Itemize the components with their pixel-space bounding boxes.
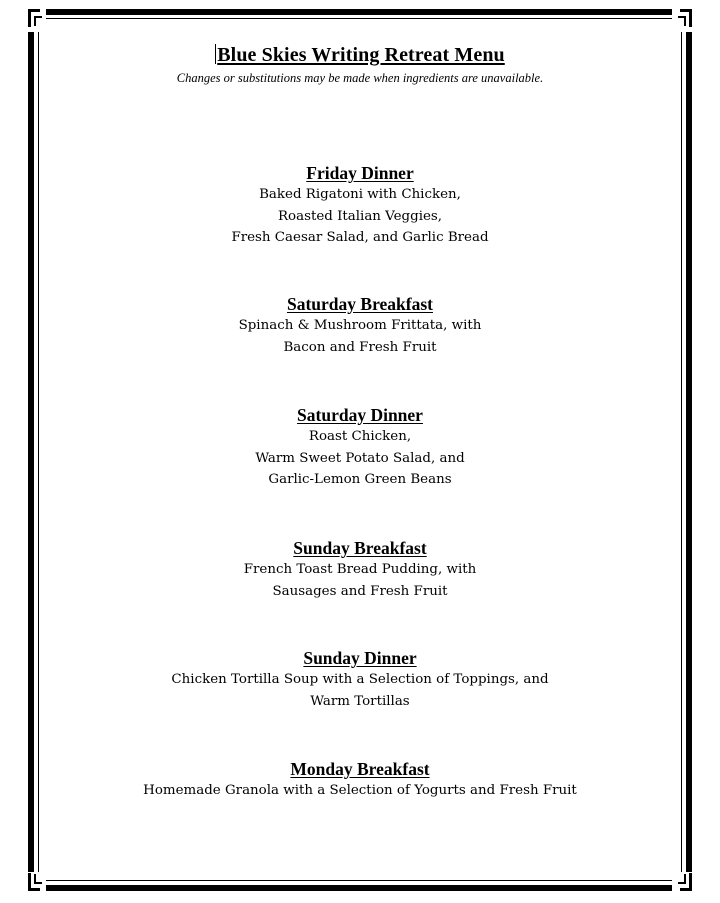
page-title-text: Blue Skies Writing Retreat Menu [217, 44, 505, 66]
meal-line: French Toast Bread Pudding, with [243, 562, 477, 577]
meal-friday-dinner [0, 162, 720, 249]
meal-line: Baked Rigatoni with Chicken, [259, 187, 461, 202]
meal-line: Warm Tortillas [310, 693, 410, 709]
meal-title: Saturday Dinner [297, 405, 423, 425]
meal-title: Friday Dinner [306, 163, 414, 183]
meal-sunday-breakfast [0, 537, 720, 602]
meal-line: Roast Chicken, [308, 429, 412, 444]
meal-line: Bacon and Fresh Fruit [283, 339, 437, 355]
meal-line: Roasted Italian Veggies, [277, 208, 443, 224]
meal-saturday-breakfast [0, 293, 720, 358]
page-title [0, 44, 720, 67]
meal-line: Homemade Granola with a Selection of Yogurts and Fresh Fruit [143, 783, 577, 798]
meal-line: Warm Sweet Potato Salad, and [255, 450, 465, 466]
meal-line: Sausages and Fresh Fruit [272, 583, 448, 599]
meal-title: Sunday Breakfast [293, 538, 427, 558]
meal-line: Spinach & Mushroom Frittata, with [238, 318, 482, 333]
page-subtitle: Changes or substitutions may be made when ingredients are unavailable. [176, 71, 544, 85]
meal-sunday-dinner [0, 647, 720, 712]
meal-line: Garlic-Lemon Green Beans [268, 472, 452, 487]
menu-header [0, 44, 720, 86]
meal-title: Saturday Breakfast [286, 294, 433, 314]
meal-saturday-dinner [0, 404, 720, 491]
meal-line: Chicken Tortilla Soup with a Selection of Toppings, and [171, 672, 549, 687]
meal-title: Sunday Dinner [303, 648, 417, 668]
meal-monday-breakfast [0, 758, 720, 802]
meal-line: Fresh Caesar Salad, and Garlic Bread [231, 230, 489, 245]
meal-title: Monday Breakfast [290, 759, 430, 779]
